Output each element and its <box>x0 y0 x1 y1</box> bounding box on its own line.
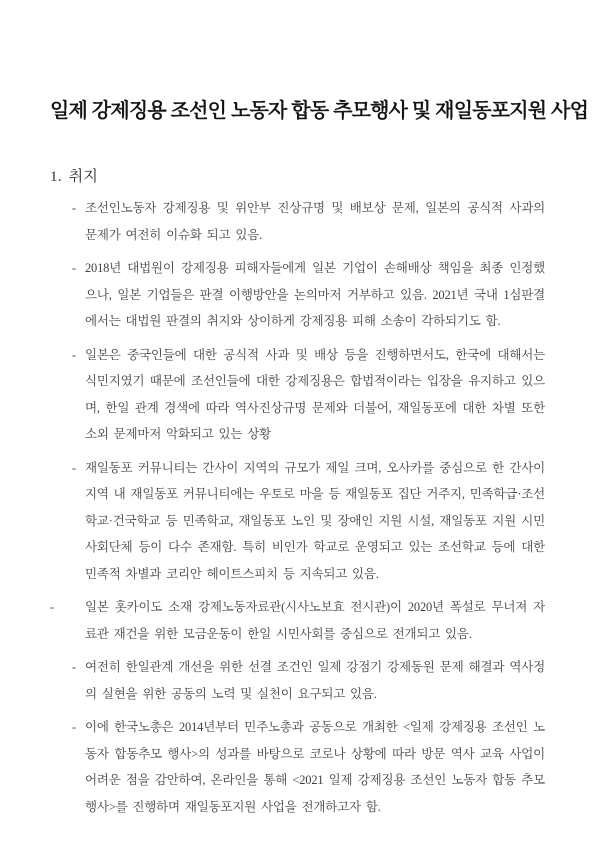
bullet-item <box>50 594 545 647</box>
bullet-item <box>72 255 545 335</box>
bullet-text: 2018년 대법원이 강제징용 피해자들에게 일본 기업이 손해배상 책임을 최종 인정했으나, 일본 기업들은 판결 이행방안을 논의마저 거부하고 있음. 2021년 국내 1심판결에서는 대법원 판결의 취지와 상이하게 강제징용 피해 소송이 각하되기도 함. <box>85 261 545 328</box>
section-number: 1. <box>50 169 62 185</box>
bullet-item <box>72 342 545 448</box>
document-title: 일제 강제징용 조선인 노동자 합동 추모행사 및 재일동포지원 사업 <box>50 100 589 122</box>
bullet-text: 이에 한국노총은 2014년부터 민주노총과 공동으로 개최한 <일제 강제징용 조선인 노동자 합동추모 행사>의 성과를 바탕으로 코로나 상황에 따라 방문 역사 교육 사업이 어려운 점을 감안하여, 온라인을 통해 <2021 일제 강제징용 조선인 노동자 합동 추모행사>를 진행하며 재일동포지원 사업을 전개하고자 함. <box>85 720 545 814</box>
dash-marker: - <box>72 261 76 275</box>
bullet-text: 재일동포 커뮤니티는 간사이 지역의 규모가 제일 크며, 오사카를 중심으로 한 간사이 지역 내 재일동포 커뮤니티에는 우토로 마을 등 재일동포 집단 거주지, 민족학급·조선학교·건국학교 등 민족학교, 재일동포 노인 및 장애인 지원 시설, 재일동포 지원 시민사회단체 등이 다수 존재함. 특히 비인가 학교로 운영되고 있는 조선학교 등에 대한 민족적 차별과 코리안 헤이트스피치 등 지속되고 있음. <box>85 460 545 581</box>
dash-marker: - <box>72 347 76 362</box>
bullet-text: 일본은 중국인들에 대한 공식적 사과 및 배상 등을 진행하면서도, 한국에 대해서는 식민지였기 때문에 조선인들에 대한 강제징용은 합법적이라는 입장을 유지하고 있으며, 한일 관계 경색에 따라 역사진상규명 문제와 더불어, 재일동포에 대한 차별 또한 소외 문제마저 악화되고 있는 상황 <box>85 347 545 441</box>
dash-marker: - <box>50 600 54 614</box>
bullet-list <box>50 195 545 820</box>
section-heading <box>50 165 545 186</box>
bullet-item <box>72 455 545 588</box>
bullet-text: 조선인노동자 강제징용 및 위안부 진상규명 및 배보상 문제, 일본의 공식적 사과의 문제가 여전히 이슈화 되고 있음. <box>85 201 545 242</box>
dash-marker: - <box>72 201 76 215</box>
bullet-text: 여전히 한일관계 개선을 위한 선결 조건인 일제 강점기 강제동원 문제 해결과 역사정의 실현을 위한 공동의 노력 및 실천이 요구되고 있음. <box>85 660 545 701</box>
dash-marker: - <box>72 660 76 674</box>
dash-marker: - <box>72 720 76 734</box>
section-title: 취지 <box>68 169 99 185</box>
dash-marker: - <box>72 460 76 475</box>
bullet-item <box>72 714 545 820</box>
bullet-item <box>72 654 545 707</box>
bullet-item <box>72 195 545 248</box>
bullet-text: 일본 홋카이도 소재 강제노동자료관(시사노보효 전시관)이 2020년 폭설로 무너져 자료관 재건을 위한 모금운동이 한일 시민사회를 중심으로 전개되고 있음. <box>85 600 545 641</box>
